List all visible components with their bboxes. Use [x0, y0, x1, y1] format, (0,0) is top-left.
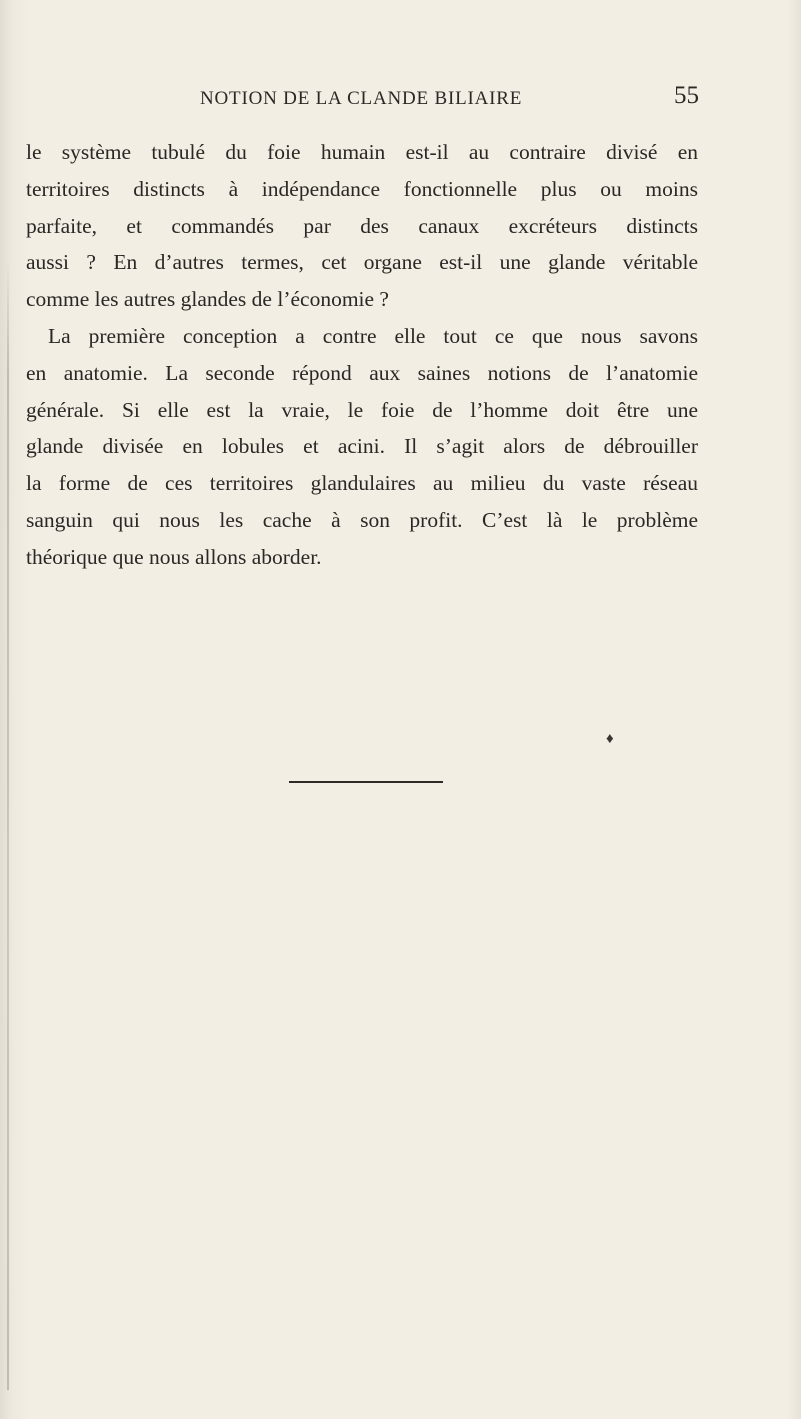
text-line: en anatomie. La seconde répond aux saines notions de l’anatomie	[26, 360, 698, 385]
section-end-rule	[289, 781, 443, 783]
text-line: générale. Si elle est la vraie, le foie de l’homme doit être une	[26, 397, 698, 422]
text-line: théorique que nous allons aborder.	[26, 544, 322, 569]
running-header: NOTION DE LA CLANDE BILIAIRE	[200, 88, 523, 109]
page-number: 55	[674, 82, 699, 109]
text-line: sanguin qui nous les cache à son profit. C’est là le problème	[26, 507, 698, 532]
text-line: le système tubulé du foie humain est-il au contraire divisé en	[26, 140, 698, 164]
text-line: aussi ? En d’autres termes, cet organe est-il une glande véritable	[26, 250, 698, 275]
text-line: parfaite, et commandés par des canaux excréteurs distincts	[26, 213, 698, 238]
body-paragraphs	[26, 134, 698, 576]
ornament-icon: ♦	[606, 731, 614, 747]
text-line: comme les autres glandes de l’économie ?	[26, 287, 389, 312]
text-line: la forme de ces territoires glandulaires au milieu du vaste réseau	[26, 471, 698, 496]
binding-shadow	[7, 260, 9, 1390]
text-line: glande divisée en lobules et acini. Il s’agit alors de débrouiller	[26, 434, 698, 459]
text-line: La première conception a contre elle tout ce que nous savons	[48, 323, 698, 348]
text-line: territoires distincts à indépendance fonctionnelle plus ou moins	[26, 176, 698, 201]
